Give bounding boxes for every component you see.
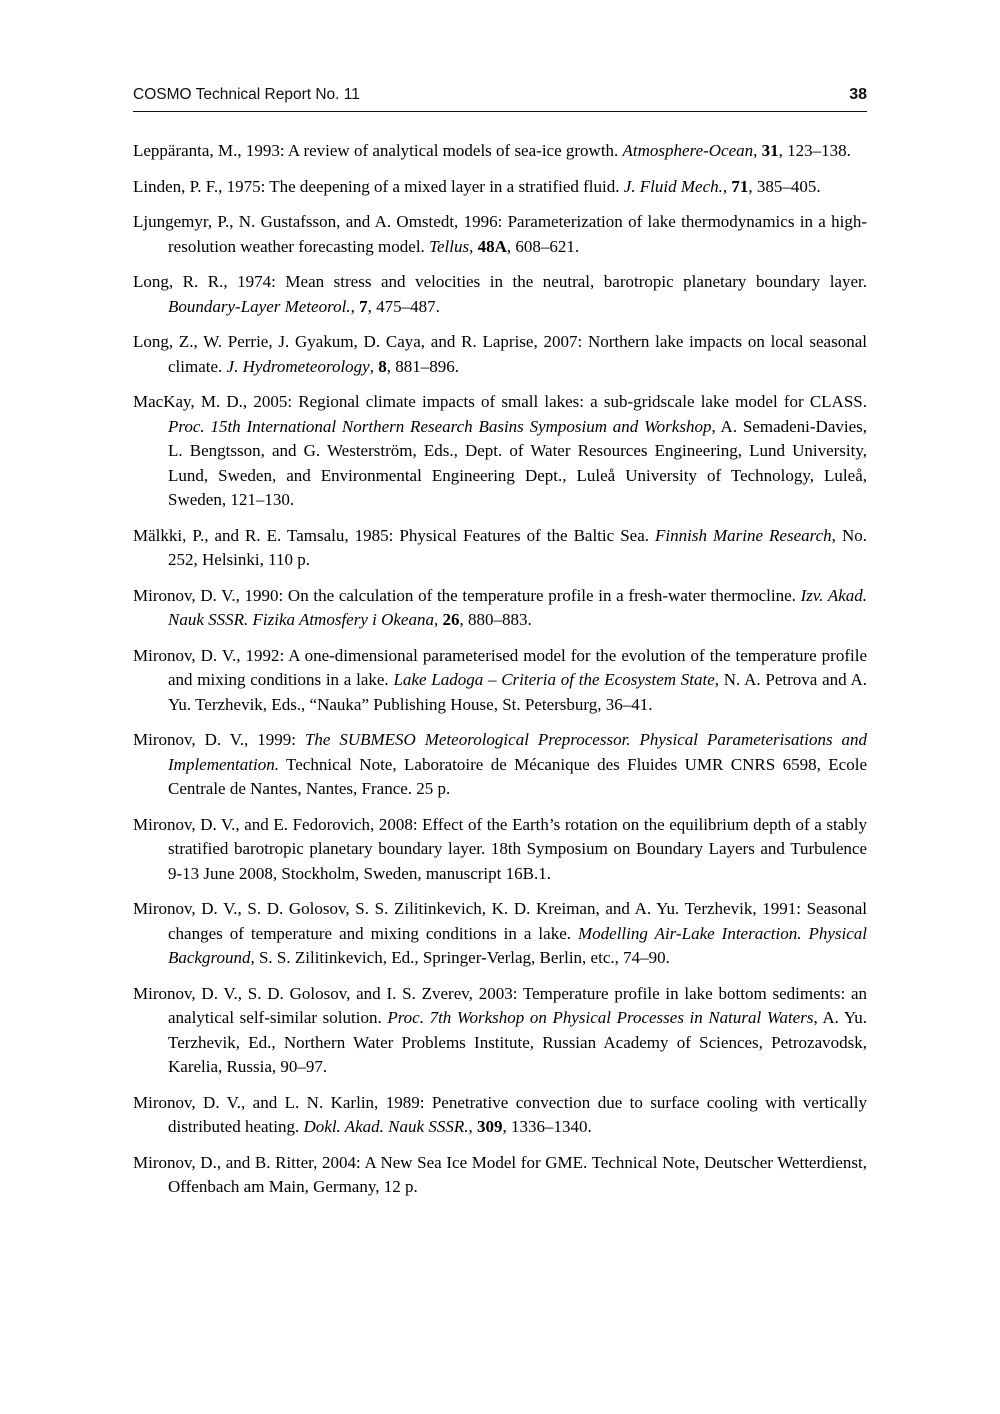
- reference-segment: 31: [761, 141, 779, 160]
- reference-segment: ,: [350, 296, 360, 316]
- reference-item: [133, 644, 867, 718]
- reference-segment: 71: [731, 176, 749, 196]
- reference-item: [133, 1151, 867, 1200]
- reference-segment: ,: [468, 1117, 477, 1136]
- reference-segment: Mironov, D. V., and L. N. Karlin, 1989: Penetrative convection due to surface cooling with vertically distributed heating.: [133, 1092, 867, 1136]
- reference-segment: Mironov, D. V., S. D. Golosov, S. S. Zilitinkevich, K. D. Kreiman, and A. Yu. Terzhevik, 1991: Seasonal changes of temperature and mixing conditions in a lake.: [133, 899, 867, 943]
- reference-segment: MacKay, M. D., 2005: Regional climate impacts of small lakes: a sub-gridscale lake model for CLASS.: [133, 392, 867, 411]
- header-rule: [133, 111, 867, 112]
- reference-segment: ,: [753, 141, 762, 160]
- reference-segment: Lake Ladoga – Criteria of the Ecosystem State: [393, 670, 715, 689]
- reference-item: [133, 982, 867, 1080]
- reference-segment: Long, Z., W. Perrie, J. Gyakum, D. Caya, and R. Laprise, 2007: Northern lake impacts on local seasonal climate.: [133, 332, 867, 376]
- reference-segment: 26: [442, 610, 460, 629]
- reference-item: [133, 210, 867, 259]
- reference-segment: Mironov, D. V., 1990: On the calculation of the temperature profile in a fresh-water thermocline.: [133, 585, 801, 605]
- reference-segment: , 385–405.: [748, 176, 821, 196]
- reference-segment: , No. 252, Helsinki, 110 p.: [168, 525, 867, 569]
- reference-segment: Mironov, D., and B. Ritter, 2004: A New Sea Ice Model for GME. Technical Note, Deutscher Wetterdienst, Offenbach am Main, Germany, 12 p.: [133, 1152, 867, 1196]
- reference-segment: Technical Note, Laboratoire de Mécanique des Fluides UMR CNRS 6598, Ecole Centrale de Nantes, Nantes, France. 25 p.: [168, 754, 867, 798]
- reference-segment: Linden, P. F., 1975: The deepening of a mixed layer in a stratified fluid.: [133, 176, 624, 196]
- reference-item: [133, 390, 867, 513]
- reference-segment: , A. Yu. Terzhevik, Ed., Northern Water Problems Institute, Russian Academy of Sciences, Petrozavodsk, Karelia, Russia, 90–97.: [168, 1008, 867, 1076]
- reference-item: [133, 330, 867, 379]
- reference-segment: Dokl. Akad. Nauk SSSR.: [303, 1117, 469, 1136]
- reference-item: [133, 584, 867, 633]
- page-header: [133, 86, 867, 111]
- reference-segment: Ljungemyr, P., N. Gustafsson, and A. Omstedt, 1996: Parameterization of lake thermodynamics in a high-resolution weather forecasting model.: [133, 212, 867, 256]
- reference-segment: 7: [359, 296, 368, 316]
- reference-segment: Atmosphere-Ocean: [622, 141, 754, 160]
- reference-segment: ,: [433, 610, 443, 629]
- reference-segment: 48A: [477, 236, 507, 256]
- reference-item: [133, 728, 867, 802]
- reference-segment: Mironov, D. V., S. D. Golosov, and I. S. Zverev, 2003: Temperature profile in lake bottom sediments: an analytical self-similar solution.: [133, 983, 867, 1027]
- reference-segment: Modelling Air-Lake Interaction. Physical Background: [168, 923, 867, 967]
- reference-segment: , S. S. Zilitinkevich, Ed., Springer-Verlag, Berlin, etc., 74–90.: [250, 948, 670, 967]
- reference-segment: Mironov, D. V., 1992: A one-dimensional parameterised model for the evolution of the temperature profile and mixing conditions in a lake.: [133, 645, 867, 689]
- reference-item: [133, 270, 867, 319]
- reference-segment: Mironov, D. V., 1999:: [133, 730, 305, 749]
- reference-segment: Long, R. R., 1974: Mean stress and velocities in the neutral, barotropic planetary boundary layer.: [133, 272, 867, 291]
- reference-item: [133, 524, 867, 573]
- running-title: COSMO Technical Report No. 11: [133, 86, 360, 103]
- reference-segment: , 880–883.: [459, 610, 532, 629]
- page-number: 38: [849, 86, 867, 103]
- reference-segment: , 1336–1340.: [502, 1117, 592, 1136]
- reference-segment: ,: [369, 356, 379, 376]
- reference-segment: ,: [722, 176, 732, 196]
- reference-segment: Proc. 15th International Northern Research Basins Symposium and Workshop: [168, 416, 712, 436]
- reference-segment: Tellus: [429, 236, 470, 256]
- reference-segment: 8: [378, 356, 387, 376]
- reference-segment: , 475–487.: [367, 296, 440, 316]
- reference-segment: Boundary-Layer Meteorol.: [168, 296, 351, 316]
- reference-segment: , A. Semadeni-Davies, L. Bengtsson, and G. Westerström, Eds., Dept. of Water Resources Engineering, Lund University, Lund, Sweden, and Environmental Engineering Dept., Luleå University of Technology, Luleå, Sweden, 121–130.: [168, 416, 868, 509]
- reference-segment: ,: [469, 236, 478, 256]
- reference-segment: The SUBMESO Meteorological Preprocessor. Physical Parameterisations and Implementation.: [168, 730, 867, 774]
- reference-segment: Finnish Marine Research: [655, 525, 832, 545]
- reference-segment: Mälkki, P., and R. E. Tamsalu, 1985: Physical Features of the Baltic Sea.: [133, 525, 656, 545]
- reference-item: [133, 813, 867, 887]
- reference-item: [133, 139, 867, 164]
- reference-segment: , 608–621.: [506, 236, 580, 256]
- reference-segment: Izv. Akad. Nauk SSSR. Fizika Atmosfery i Okeana: [168, 585, 867, 629]
- references-list: [133, 139, 867, 1200]
- reference-segment: , 881–896.: [386, 356, 459, 376]
- reference-item: [133, 1091, 867, 1140]
- reference-item: [133, 897, 867, 971]
- reference-segment: 309: [476, 1117, 503, 1136]
- reference-segment: J. Fluid Mech.: [623, 176, 723, 196]
- reference-segment: J. Hydrometeorology: [226, 356, 370, 376]
- reference-segment: , 123–138.: [778, 141, 851, 160]
- reference-segment: Leppäranta, M., 1993: A review of analytical models of sea-ice growth.: [133, 141, 623, 160]
- reference-segment: Mironov, D. V., and E. Fedorovich, 2008: Effect of the Earth’s rotation on the equilibrium depth of a stably stratified barotropic planetary boundary layer. 18th Symposium on Boundary Layers and Turbulence 9-13 June 2008, Stockholm, Sweden, manuscript 16B.1.: [133, 814, 867, 883]
- reference-segment: Proc. 7th Workshop on Physical Processes in Natural Waters: [387, 1008, 814, 1027]
- reference-item: [133, 175, 867, 200]
- reference-segment: , N. A. Petrova and A. Yu. Terzhevik, Eds., “Nauka” Publishing House, St. Petersburg, 36–41.: [168, 670, 867, 714]
